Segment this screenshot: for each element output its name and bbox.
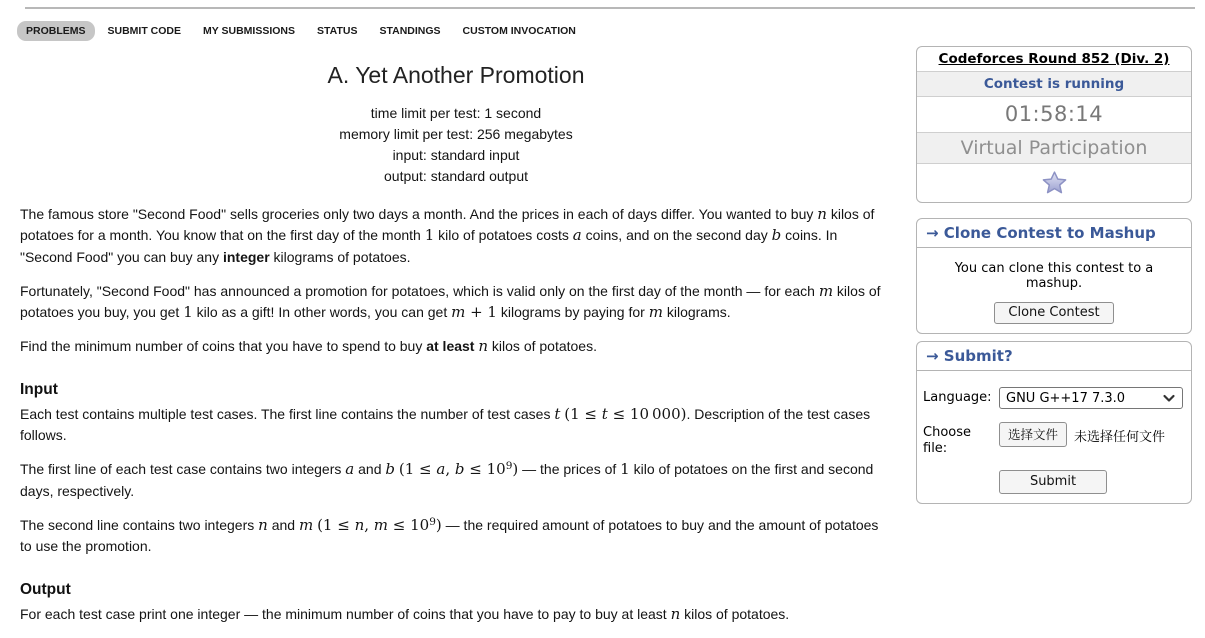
clone-contest-button[interactable]: Clone Contest xyxy=(994,302,1113,324)
tab-my-submissions[interactable]: MY SUBMISSIONS xyxy=(203,25,296,37)
contest-box xyxy=(916,46,1192,203)
tab-status[interactable]: STATUS xyxy=(317,25,358,37)
contest-status: Contest is running xyxy=(917,71,1191,96)
input-paragraph: Each test contains multiple test cases. The first line contains the number of test cases t (1 ≤ t ≤ 10 000). Description of the test cases follows. xyxy=(20,404,871,444)
language-selected-value: GNU G++17 7.3.0 xyxy=(1006,390,1126,406)
submit-box xyxy=(916,341,1192,504)
tab-standings[interactable]: STANDINGS xyxy=(379,25,441,37)
file-upload-button[interactable]: 选择文件 xyxy=(999,422,1067,447)
tab-submit-code[interactable]: SUBMIT CODE xyxy=(107,25,182,37)
participation-mode: Virtual Participation xyxy=(917,132,1191,163)
output-spec: output: standard output xyxy=(384,167,528,184)
output-paragraph: For each test case print one integer — the minimum number of coins that you have to pay to buy at least n kilos of potatoes. xyxy=(20,604,790,623)
chevron-down-icon xyxy=(1162,392,1176,404)
star-icon[interactable] xyxy=(1041,170,1068,195)
tab-problems[interactable]: PROBLEMS xyxy=(17,21,95,41)
top-divider xyxy=(25,7,1195,9)
output-heading: Output xyxy=(20,580,71,598)
memory-limit: memory limit per test: 256 megabytes xyxy=(339,125,573,142)
clone-text: You can clone this contest to a mashup. xyxy=(954,261,1154,291)
time-limit: time limit per test: 1 second xyxy=(370,104,542,121)
clone-header: → Clone Contest to Mashup xyxy=(917,219,1191,248)
file-upload-status: 未选择任何文件 xyxy=(1074,430,1166,445)
input-paragraph: The second line contains two integers n and m (1 ≤ n, $m \le 10^9$) — the required amount of potatoes to buy and the amount of potatoes to use the promotion. xyxy=(20,515,879,555)
submit-header: → Submit? xyxy=(917,342,1191,371)
choose-file-label: Choose file: xyxy=(923,425,971,456)
input-paragraph: The first line of each test case contains two integers a and b (1 ≤ a, $b \le 10^9$) — the prices of 1 kilo of potatoes on the first and second days, respectively. xyxy=(20,460,874,499)
problem-title: A. Yet Another Promotion xyxy=(327,62,585,88)
language-select[interactable] xyxy=(999,387,1183,409)
statement-paragraph: Fortunately, "Second Food" has announced a promotion for potatoes, which is valid only on the first day of the month — for each m kilos of potatoes you buy, you get 1 kilo as a gift! In other words, you can get m + 1 kilograms by paying for m kilograms. xyxy=(20,281,881,322)
contest-timer: 01:58:14 xyxy=(917,96,1191,132)
clone-box xyxy=(916,218,1192,334)
input-heading: Input xyxy=(20,380,58,398)
contest-title-row xyxy=(917,47,1191,71)
tab-custom-invocation[interactable]: CUSTOM INVOCATION xyxy=(462,25,576,37)
problem-statement xyxy=(20,58,892,638)
input-spec: input: standard input xyxy=(392,146,520,163)
favorite-row xyxy=(917,163,1191,202)
problem-limits xyxy=(20,103,892,187)
contest-nav xyxy=(17,21,585,41)
contest-title-link[interactable]: Codeforces Round 852 (Div. 2) xyxy=(938,51,1170,67)
statement-paragraph: Find the minimum number of coins that you have to spend to buy at least n kilos of potatoes. xyxy=(20,337,597,356)
submit-button[interactable]: Submit xyxy=(999,470,1107,494)
statement-paragraph: The famous store "Second Food" sells groceries only two days a month. And the prices in each of days differ. You wanted to buy n kilos of potatoes for a month. You know that on the first day of the month 1 kilo of potatoes costs a coins, and on the second day b coins. In "Second Food" you can buy any integer kilograms of potatoes. xyxy=(20,204,875,266)
language-label: Language: xyxy=(923,390,992,405)
